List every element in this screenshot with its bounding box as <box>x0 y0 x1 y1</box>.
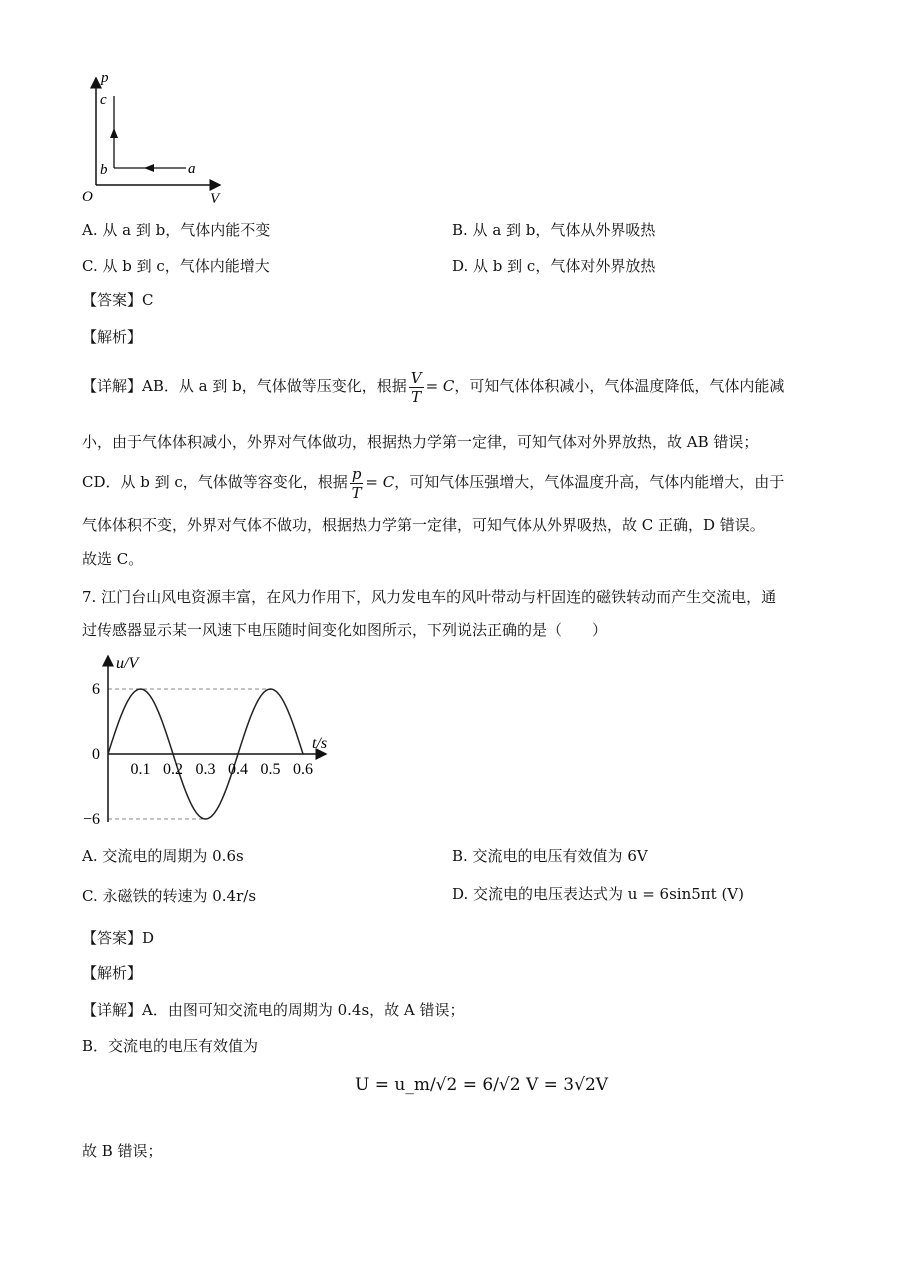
q6-option-d: D. 从 b 到 c，气体对外界放热 <box>452 257 656 275</box>
q7-option-a: A. 交流电的周期为 0.6s <box>82 847 244 865</box>
q7-option-b: B. 交流电的电压有效值为 6V <box>452 847 648 865</box>
q7-stem-line-2: 过传感器显示某一风速下电压随时间变化如图所示，下列说法正确的是（ ） <box>82 621 608 639</box>
q7-detail-b: B．交流电的电压有效值为 <box>82 1037 259 1055</box>
x-tick-label: 0.5 <box>260 761 281 778</box>
x-tick-label: 0.6 <box>293 761 313 778</box>
fraction-p-over-t <box>350 465 364 502</box>
x-tick-label: 0.1 <box>130 761 151 778</box>
q7-option-d: D. 交流电的电压表达式为 u = 6sin5πt (V) <box>452 885 744 903</box>
x-axis-label: t/s <box>312 735 328 752</box>
x-tick-label: 0.2 <box>163 761 183 778</box>
q7-conclusion-b: 故 B 错误； <box>82 1142 163 1160</box>
q6-conclusion: 故选 C。 <box>82 550 144 568</box>
q6-detail-line-3 <box>82 462 784 502</box>
q6-option-b: B. 从 a 到 b，气体从外界吸热 <box>452 221 656 239</box>
fraction-v-over-t <box>409 369 424 406</box>
x-tick-labels <box>131 761 314 778</box>
y-tick-label: 0 <box>92 746 100 763</box>
arrow-left-icon <box>144 164 154 172</box>
x-tick-label: 0.3 <box>195 761 216 778</box>
q6-detail-line-4: 气体体积不变，外界对气体不做功，根据热力学第一定律，可知气体从外界吸热，故 C 正确，D 错误。 <box>82 516 765 534</box>
q7-stem-line-1: 7. 江门台山风电资源丰富，在风力作用下，风力发电车的风叶带动与杆固连的磁铁转动而产生交流电，通 <box>82 588 777 606</box>
y-tick-labels <box>83 681 100 828</box>
pv-diagram <box>80 70 230 210</box>
arrow-up-icon <box>110 128 118 138</box>
origin-label: O <box>82 189 93 205</box>
fraction-denominator: T <box>411 387 422 406</box>
q6-detail-line-2: 小，由于气体体积减小，外界对气体做功，根据热力学第一定律，可知气体对外界放热，故 AB 错误； <box>82 433 759 451</box>
y-tick-label: 6 <box>92 681 100 698</box>
q6-detail-line-1 <box>82 366 784 406</box>
y-tick-label: −6 <box>82 811 100 828</box>
q7-answer: 【答案】D <box>82 929 155 947</box>
fraction-numerator: p <box>351 464 362 483</box>
q7-analysis-heading: 【解析】 <box>82 964 143 982</box>
fraction-equals-c: = C <box>425 377 455 395</box>
point-a-label: a <box>188 161 196 177</box>
q6-option-a: A. 从 a 到 b，气体内能不变 <box>82 221 271 239</box>
q6-analysis-heading: 【解析】 <box>82 328 143 346</box>
q6-answer: 【答案】C <box>82 291 154 309</box>
point-c-label: c <box>100 92 107 108</box>
fraction-denominator: T <box>351 483 362 502</box>
p-label: p <box>101 70 109 86</box>
x-tick-label: 0.4 <box>228 761 248 778</box>
q6-detail-3-pre: CD．从 b 到 c，气体做等容变化，根据 <box>82 473 348 491</box>
v-label: V <box>210 191 220 207</box>
voltage-time-chart <box>80 650 360 835</box>
q6-option-c: C. 从 b 到 c，气体内能增大 <box>82 257 270 275</box>
q6-detail-1-pre: 【详解】AB．从 a 到 b，气体做等压变化，根据 <box>82 377 407 395</box>
q6-detail-1-post: ，可知气体体积减小，气体温度降低，气体内能减 <box>454 377 785 395</box>
fraction-equals-c: = C <box>365 473 395 491</box>
point-b-label: b <box>100 162 108 178</box>
fraction-numerator: V <box>410 368 422 387</box>
q6-detail-3-post: ，可知气体压强增大，气体温度升高，气体内能增大，由于 <box>394 473 785 491</box>
rms-formula: U = u_m/√2 = 6/√2 V = 3√2V <box>355 1075 609 1095</box>
y-axis-label: u/V <box>116 655 139 672</box>
q7-option-c: C. 永磁铁的转速为 0.4r/s <box>82 887 257 905</box>
q7-detail-a: 【详解】A．由图可知交流电的周期为 0.4s，故 A 错误； <box>82 1001 465 1019</box>
